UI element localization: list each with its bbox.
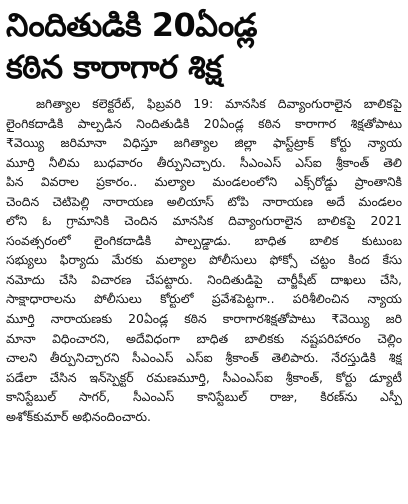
body-line: సంవత్సరంలో లైంగికదాడికి పాల్పడ్డాడు. బాధిత బాలిక కుటుంబ [6, 232, 402, 248]
body-line: లైంగికదాడికి పాల్పడిన నిందితుడికి 20ఏండ్ల కఠిన కారాగార శిక్షతోపాటు [6, 115, 402, 131]
body-line: ₹వెయ్యి జరిమానా విధిస్తూ జగిత్యాల జిల్లా ఫాస్ట్‌ట్రాక్ కోర్టు న్యాయ [6, 135, 402, 151]
headline-line-1: నిందితుడికి 20ఏండ్ల [6, 6, 257, 44]
article-body [6, 94, 402, 426]
body-line: సాక్షాధారాలను పోలీసులు కోర్టులో ప్రవేశపెట్టగా.. పరిశీలించిన న్యాయ [6, 291, 402, 307]
body-line: మూర్తి నీలిమ బుధవారం తీర్పునిచ్చారు. సీఎంఎస్ ఎస్ఐ శ్రీకాంత్ తెలి [6, 154, 402, 170]
body-line: నమోదు చేసి విచారణ చేపట్టారు. నిందితుడిపై చార్జీషీట్ దాఖలు చేసి, [6, 271, 402, 287]
body-line: పడేలా చేసిన ఇన్‌స్పెక్టర్ రమణమూర్తి, సీఎంఎస్ఐ శ్రీకాంత్, కోర్టు డ్యూటీ [6, 369, 402, 385]
body-line: మూర్తి నారాయణకు 20ఏండ్ల కఠిన కారాగారశిక్షతోపాటు ₹వెయ్యి జరి [6, 311, 402, 327]
body-line: సభ్యులు ఫిర్యాదు మేరకు మల్యాల పోలీసులు ఫోక్సో చట్టం కింద కేసు [6, 252, 402, 268]
body-line: మానా విధించారని, అదేవిధంగా బాధిత బాలికకు నష్టపరిహారం చెల్లిం [6, 330, 402, 346]
body-line: లోని ఓ గ్రామానికి చెందిన మానసిక దివ్యాంగురాలైన బాలికపై 2021 [6, 213, 402, 229]
body-line: చెందిన చెటిపెల్లి నారాయణ అలియాస్ టోపి నారాయణ అదే మండలం [6, 193, 402, 209]
body-line: జగిత్యాల కలెక్టరేట్, ఫిబ్రవరి 19: మానసిక దివ్యాంగురాలైన బాలికపై [36, 96, 402, 111]
body-line: కానిస్టేబుల్ సాగర్, సీఎంఎస్ కానిస్టేబుల్ రాజు, కిరణ్‌ను ఎస్పీ [6, 389, 402, 405]
headline-line-2: కఠిన కారాగార శిక్ష [6, 48, 222, 86]
body-line: పిన వివరాల ప్రకారం.. మల్యాల మండలంలోని ఎక్స్‌రోడ్డు ప్రాంతానికి [6, 174, 402, 190]
body-line: అశోక్‌కుమార్ అభినందించారు. [6, 408, 151, 424]
body-line: చాలని తీర్పునిచ్చారని సీఎంఎస్ ఎస్ఐ శ్రీకాంత్ తెలిపారు. నేరస్తుడికి శిక్ష [6, 350, 402, 366]
headline [6, 4, 402, 88]
